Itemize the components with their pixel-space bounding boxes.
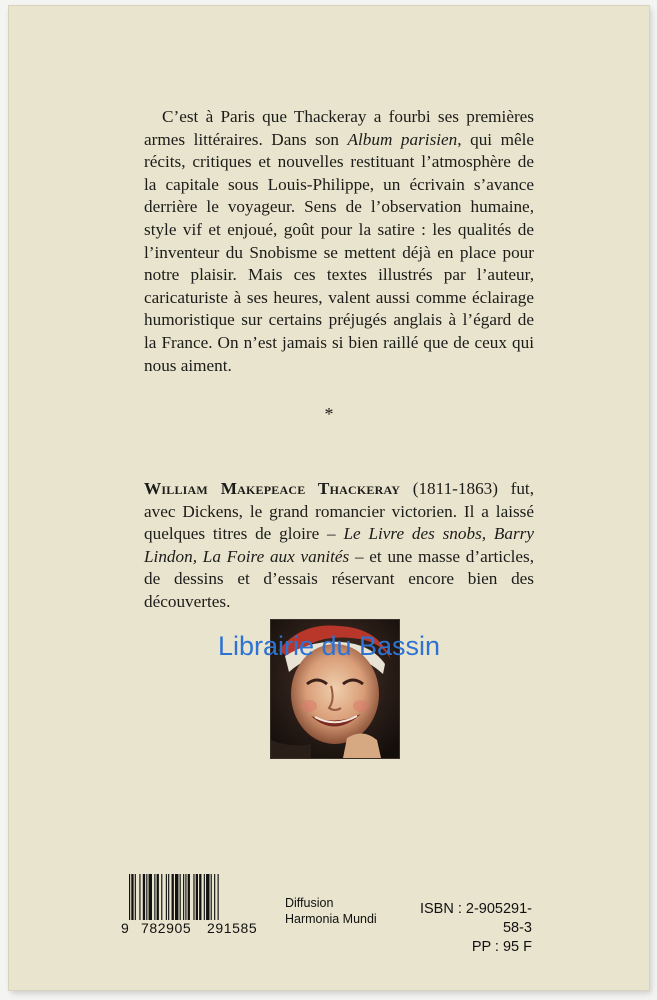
bio-text-end: – et une masse d’articles, de dessins et d’essais réservant encore bien des découvertes. <box>144 546 535 611</box>
work-separator-1: , <box>481 524 494 544</box>
bio-text-start: (1811-1863) fut, avec Dickens, le grand romancier victorien. Il a laissé quelques titres de gloire – <box>144 479 534 544</box>
barcode-bar <box>166 874 167 920</box>
barcode-bar <box>196 874 198 920</box>
barcode-bar <box>139 874 140 920</box>
barcode-bar <box>129 874 130 920</box>
barcode-bar <box>168 874 169 920</box>
barcode-bar <box>211 874 212 920</box>
blurb-paragraph <box>144 106 534 377</box>
blurb-text <box>144 106 534 377</box>
barcode-bar <box>180 874 181 920</box>
isbn-number: ISBN : 2-905291-58-3 <box>419 901 532 936</box>
barcode-group-2: 291585 <box>207 920 258 936</box>
barcode-bar <box>206 874 209 920</box>
barcode-bar <box>214 874 215 920</box>
barcode-bar <box>188 874 190 920</box>
barcode-bar <box>149 874 152 920</box>
barcode-bar <box>204 874 205 920</box>
work-title-3: La Foire aux vanités <box>202 546 350 566</box>
book-back-cover <box>9 6 649 990</box>
barcode-bar <box>185 874 186 920</box>
barcode <box>127 874 275 920</box>
blurb-text-end: , qui mêle récits, critiques et nouvelles restituant l’atmosphère de la capitale sous Louis-Philippe, un écrivain s’avance derrière le voyageur. Sens de l’observation humaine, style vif et enjoué, goût pour la satire : les qualités de l’inventeur du Snobisme se mettent déjà en place pour notre plaisir. Mais ces textes illustrés par l’auteur, caricaturiste à ses heures, valent aussi comme éclairage humoristique sur certains préjugés anglais à l’égard de la France. On n’est jamais si bien raillé que de ceux qui nous aiment. <box>144 129 534 375</box>
watermark: Librairie du Bassin <box>217 631 441 661</box>
blurb-text-start: C’est à Paris que Thackeray a fourbi ses premières armes littéraires. Dans son <box>144 107 534 149</box>
barcode-bar <box>131 874 133 920</box>
barcode-bar <box>146 874 147 920</box>
work-title-2: Barry Lindon <box>144 524 534 566</box>
barcode-group-1: 782905 <box>141 920 192 936</box>
author-name: William Makepeace Thackeray <box>144 479 401 498</box>
isbn-block <box>404 900 532 957</box>
work-title-1: Le Livre des snobs <box>343 524 482 544</box>
barcode-bar <box>193 874 194 920</box>
barcode-bar <box>157 874 159 920</box>
barcode-bar <box>218 874 219 920</box>
distributor <box>285 895 377 927</box>
barcode-bar <box>172 874 174 920</box>
bio-paragraph <box>144 478 534 614</box>
work-separator-2: , <box>192 546 203 566</box>
price: PP : 95 F <box>471 939 532 955</box>
barcode-bar <box>199 874 201 920</box>
distributor-label: Diffusion <box>285 896 334 910</box>
author-bio <box>144 478 534 614</box>
section-separator: * <box>324 404 334 424</box>
barcode-bar <box>175 874 178 920</box>
barcode-bar <box>183 874 184 920</box>
barcode-bars <box>127 874 275 920</box>
book-title: Album parisien <box>347 129 458 149</box>
barcode-bar <box>143 874 145 920</box>
barcode-bar <box>154 874 155 920</box>
barcode-digit-first: 9 <box>121 920 129 936</box>
barcode-bar <box>135 874 136 920</box>
distributor-name: Harmonia Mundi <box>285 912 377 926</box>
barcode-digits <box>121 920 273 936</box>
barcode-bar <box>161 874 162 920</box>
